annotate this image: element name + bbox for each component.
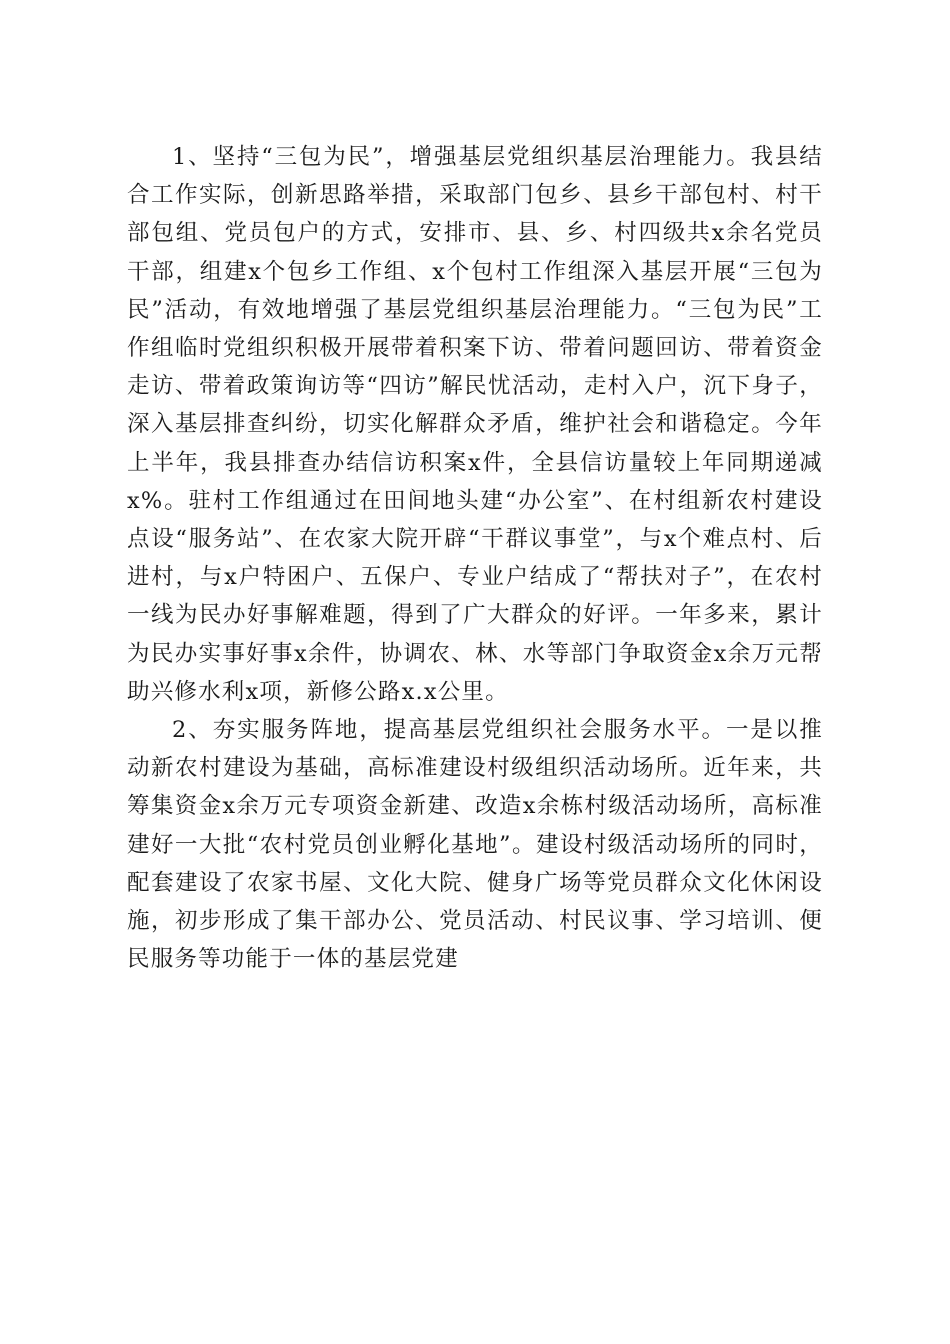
document-body [127,138,823,978]
paragraph-1: 1、坚持“三包为民”，增强基层党组织基层治理能力。我县结合工作实际，创新思路举措，采取部门包乡、县乡干部包村、村干部包组、党员包户的方式，安排市、县、乡、村四级共x余名党员干部，组建x个包乡工作组、x个包村工作组深入基层开展“三包为民”活动，有效地增强了基层党组织基层治理能力。“三包为民”工作组临时党组织积极开展带着积案下访、带着问题回访、带着资金走访、带着政策询访等“四访”解民忧活动，走村入户，沉下身子，深入基层排查纠纷，切实化解群众矛盾，维护社会和谐稳定。今年上半年，我县排查办结信访积案x件，全县信访量较上年同期递减x%。驻村工作组通过在田间地头建“办公室”、在村组新农村建设点设“服务站”、在农家大院开辟“干群议事堂”，与x个难点村、后进村，与x户特困户、五保户、专业户结成了“帮扶对子”，在农村一线为民办好事解难题，得到了广大群众的好评。一年多来，累计为民办实事好事x余件，协调农、林、水等部门争取资金x余万元帮助兴修水利x项，新修公路x.x公里。 [127,144,823,705]
paragraph-2: 2、夯实服务阵地，提高基层党组织社会服务水平。一是以推动新农村建设为基础，高标准建设村级组织活动场所。近年来，共筹集资金x余万元专项资金新建、改造x余栋村级活动场所，高标准建好一大批“农村党员创业孵化基地”。建设村级活动场所的同时，配套建设了农家书屋、文化大院、健身广场等党员群众文化休闲设施，初步形成了集干部办公、党员活动、村民议事、学习培训、便民服务等功能于一体的基层党建 [127,717,823,973]
